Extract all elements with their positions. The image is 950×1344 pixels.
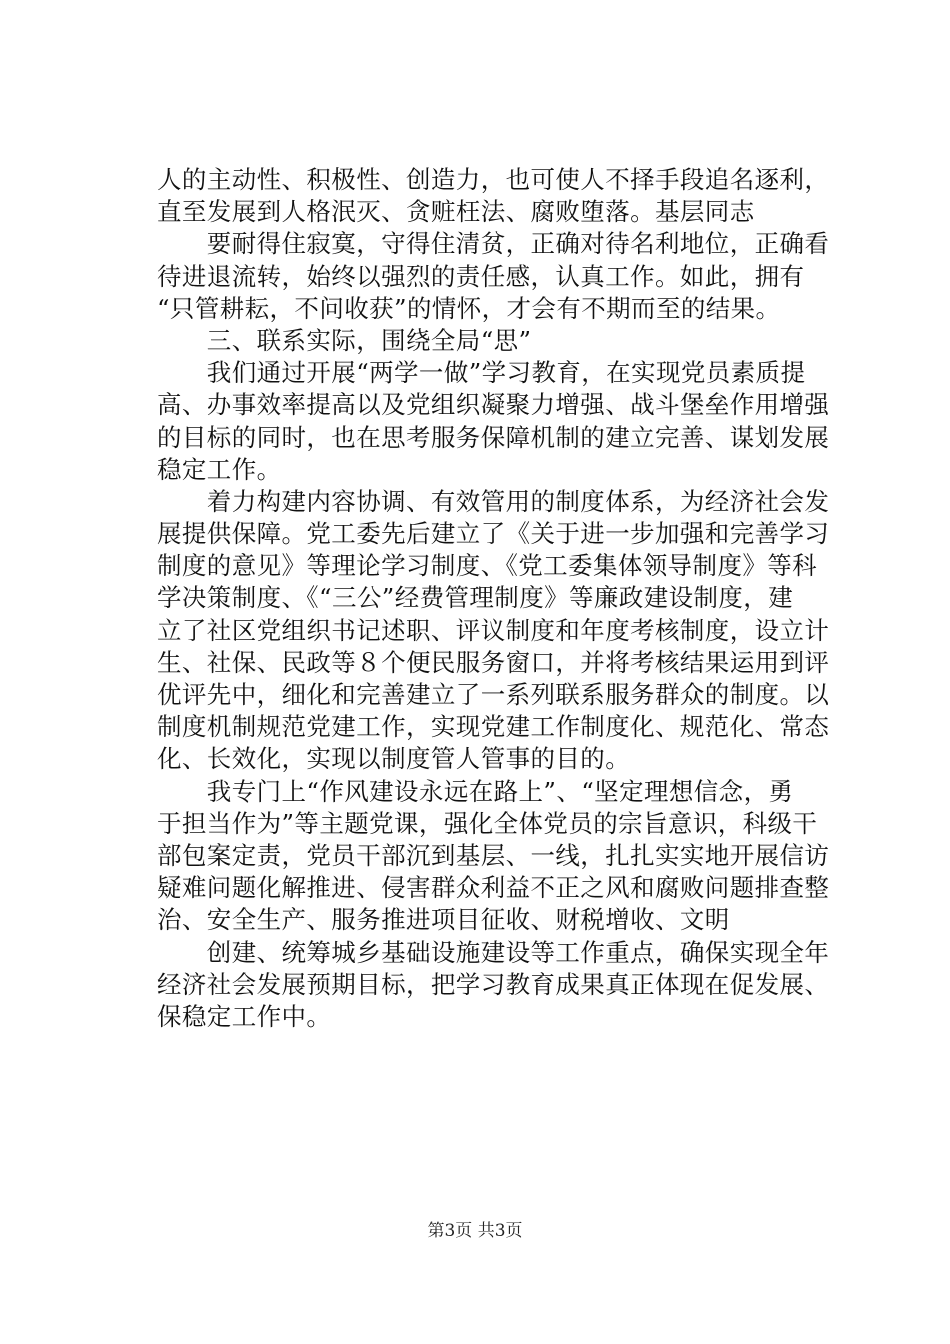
text-line: 着力构建内容协调、有效管用的制度体系，为经济社会发 — [157, 486, 830, 516]
text-line: 学决策制度、《“三公”经费管理制度》等廉政建设制度，建 — [157, 583, 794, 613]
text-line: 化、长效化，实现以制度管人管事的目的。 — [157, 744, 631, 774]
page-footer: 第3页 共3页 — [427, 1221, 523, 1241]
text-line: 待进退流转，始终以强烈的责任感，认真工作。如此，拥有 — [157, 261, 805, 291]
text-line: 直至发展到人格泯灭、贪赃枉法、腐败堕落。基层同志 — [157, 197, 755, 227]
text-line: 展提供保障。党工委先后建立了《关于进一步加强和完善学习 — [157, 519, 830, 549]
text-line: 我专门上“作风建设永远在路上”、“坚定理想信念，勇 — [157, 776, 794, 806]
text-line: 保稳定工作中。 — [157, 1001, 332, 1031]
text-line: “只管耕耘，不问收获”的情怀，才会有不期而至的结果。 — [157, 293, 781, 323]
text-line: 疑难问题化解推进、侵害群众利益不正之风和腐败问题排查整 — [157, 873, 830, 903]
text-line: 创建、统筹城乡基础设施建设等工作重点，确保实现全年 — [157, 937, 830, 967]
text-line: 生、社保、民政等８个便民服务窗口，并将考核结果运用到评 — [157, 647, 830, 677]
text-line: 于担当作为”等主题党课，强化全体党员的宗旨意识，科级干 — [157, 808, 818, 838]
text-line: 三、联系实际，围绕全局“思” — [157, 325, 532, 355]
text-line: 优评先中，细化和完善建立了一系列联系服务群众的制度。以 — [157, 680, 830, 709]
document-body — [157, 164, 830, 1033]
text-line: 制度机制规范党建工作，实现党建工作制度化、规范化、常态 — [157, 712, 830, 742]
text-line: 稳定工作。 — [157, 454, 282, 484]
text-line: 部包案定责，党员干部沉到基层、一线，扎扎实实地开展信访 — [157, 840, 830, 870]
text-line: 要耐得住寂寞，守得住清贫，正确对待名利地位，正确看 — [157, 229, 830, 259]
text-line: 经济社会发展预期目标，把学习教育成果真正体现在促发展、 — [157, 969, 830, 999]
text-line: 我们通过开展“两学一做”学习教育，在实现党员素质提 — [157, 358, 806, 388]
text-line: 的目标的同时，也在思考服务保障机制的建立完善、谋划发展 — [157, 422, 830, 452]
text-line: 高、办事效率提高以及党组织凝聚力增强、战斗堡垒作用增强 — [157, 390, 830, 420]
text-line: 制度的意见》等理论学习制度、《党工委集体领导制度》等科 — [157, 551, 818, 581]
text-line: 治、安全生产、服务推进项目征收、财税增收、文明 — [157, 905, 730, 935]
text-line: 立了社区党组织书记述职、评议制度和年度考核制度，设立计 — [157, 615, 830, 645]
text-line: 人的主动性、积极性、创造力，也可使人不择手段追名逐利， — [157, 165, 830, 194]
